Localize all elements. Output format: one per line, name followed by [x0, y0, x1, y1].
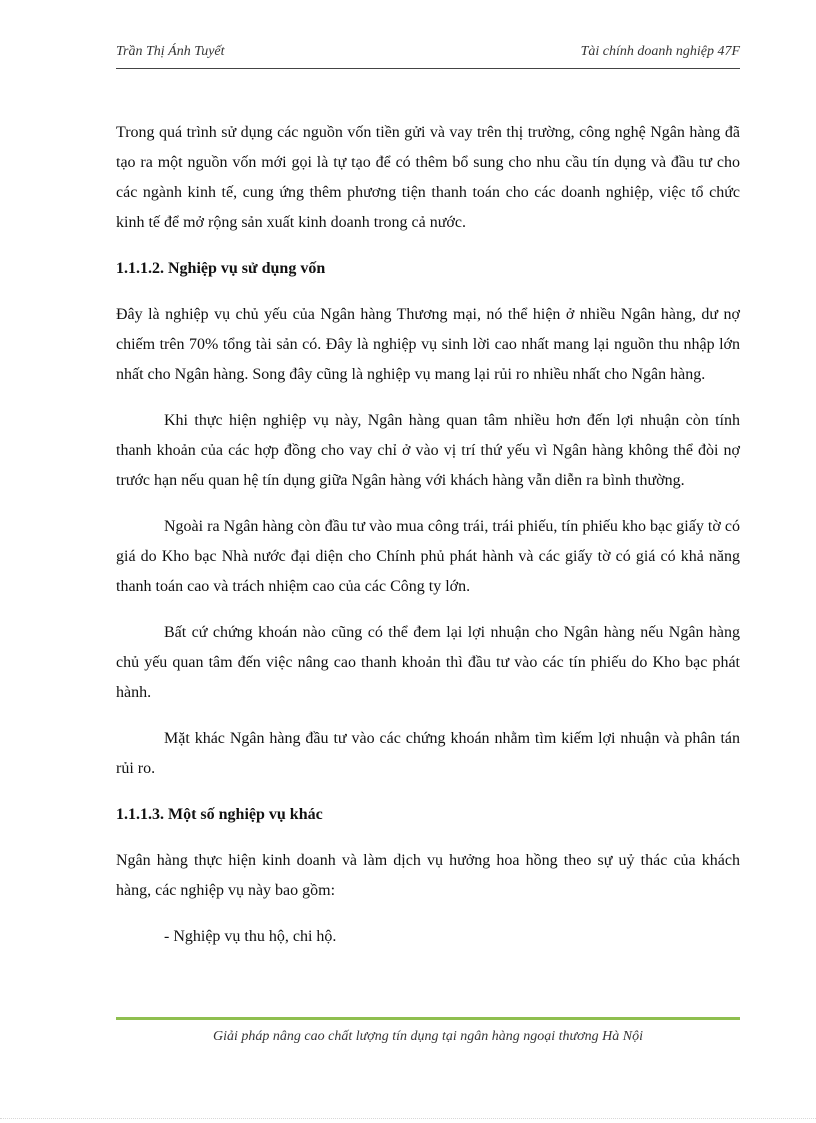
header-divider: [116, 68, 740, 69]
footer-divider: [116, 1017, 740, 1020]
footer-title: Giải pháp nâng cao chất lượng tín dụng tại ngân hàng ngoại thương Hà Nội: [213, 1029, 643, 1044]
paragraph-securities: Bất cứ chứng khoán nào cũng có thể đem lại lợi nhuận cho Ngân hàng nếu Ngân hàng chủ yếu quan tâm đến việc nâng cao thanh khoản thì đầu tư vào các tín phiếu do Kho bạc phát hành.: [116, 624, 740, 701]
list-item: - Nghiệp vụ thu hộ, chi hộ.: [164, 928, 337, 945]
paragraph-use-of-capital: Đây là nghiệp vụ chủ yếu của Ngân hàng Thương mại, nó thể hiện ở nhiều Ngân hàng, dư nợ chiếm trên 70% tổng tài sản có. Đây là nghiệp vụ sinh lời cao nhất mang lại nguồn thu nhập lớn nhất cho Ngân hàng. Song đây cũng là nghiệp vụ mang lại rủi ro nhiều nhất cho Ngân hàng.: [116, 306, 740, 383]
header-course: Tài chính doanh nghiệp 47F: [580, 44, 740, 59]
page-edge: [0, 1118, 816, 1119]
document-body: [116, 118, 740, 968]
paragraph-intro: Trong quá trình sử dụng các nguồn vốn tiền gửi và vay trên thị trường, công nghệ Ngân hàng đã tạo ra một nguồn vốn mới gọi là tự tạo để có thêm bổ sung cho nhu cầu tín dụng và đầu tư cho các ngành kinh tế, cung ứng thêm phương tiện thanh toán cho các doanh nghiệp, việc tổ chức kinh tế để mở rộng sản xuất kinh doanh trong cả nước.: [116, 124, 740, 231]
paragraph-other-services: Ngân hàng thực hiện kinh doanh và làm dịch vụ hưởng hoa hồng theo sự uỷ thác của khách hàng, các nghiệp vụ này bao gồm:: [116, 852, 740, 899]
section-heading-use-of-capital: 1.1.1.2. Nghiệp vụ sử dụng vốn: [116, 260, 326, 277]
page-header: [116, 44, 740, 60]
paragraph-investment: Ngoài ra Ngân hàng còn đầu tư vào mua công trái, trái phiếu, tín phiếu kho bạc giấy tờ có giá do Kho bạc Nhà nước đại diện cho Chính phủ phát hành và các giấy tờ có giá có khả năng thanh toán cao và trách nhiệm cao của các Công ty lớn.: [116, 518, 740, 595]
section-heading-other-services: 1.1.1.3. Một số nghiệp vụ khác: [116, 806, 323, 823]
header-author: Trần Thị Ánh Tuyết: [116, 44, 225, 59]
paragraph-liquidity: Khi thực hiện nghiệp vụ này, Ngân hàng quan tâm nhiều hơn đến lợi nhuận còn tính thanh khoản của các hợp đồng cho vay chỉ ở vào vị trí thứ yếu vì Ngân hàng không thể đòi nợ trước hạn nếu quan hệ tín dụng giữa Ngân hàng với khách hàng vẫn diễn ra bình thường.: [116, 412, 740, 489]
paragraph-risk: Mặt khác Ngân hàng đầu tư vào các chứng khoán nhằm tìm kiếm lợi nhuận và phân tán rủi ro.: [116, 730, 740, 777]
